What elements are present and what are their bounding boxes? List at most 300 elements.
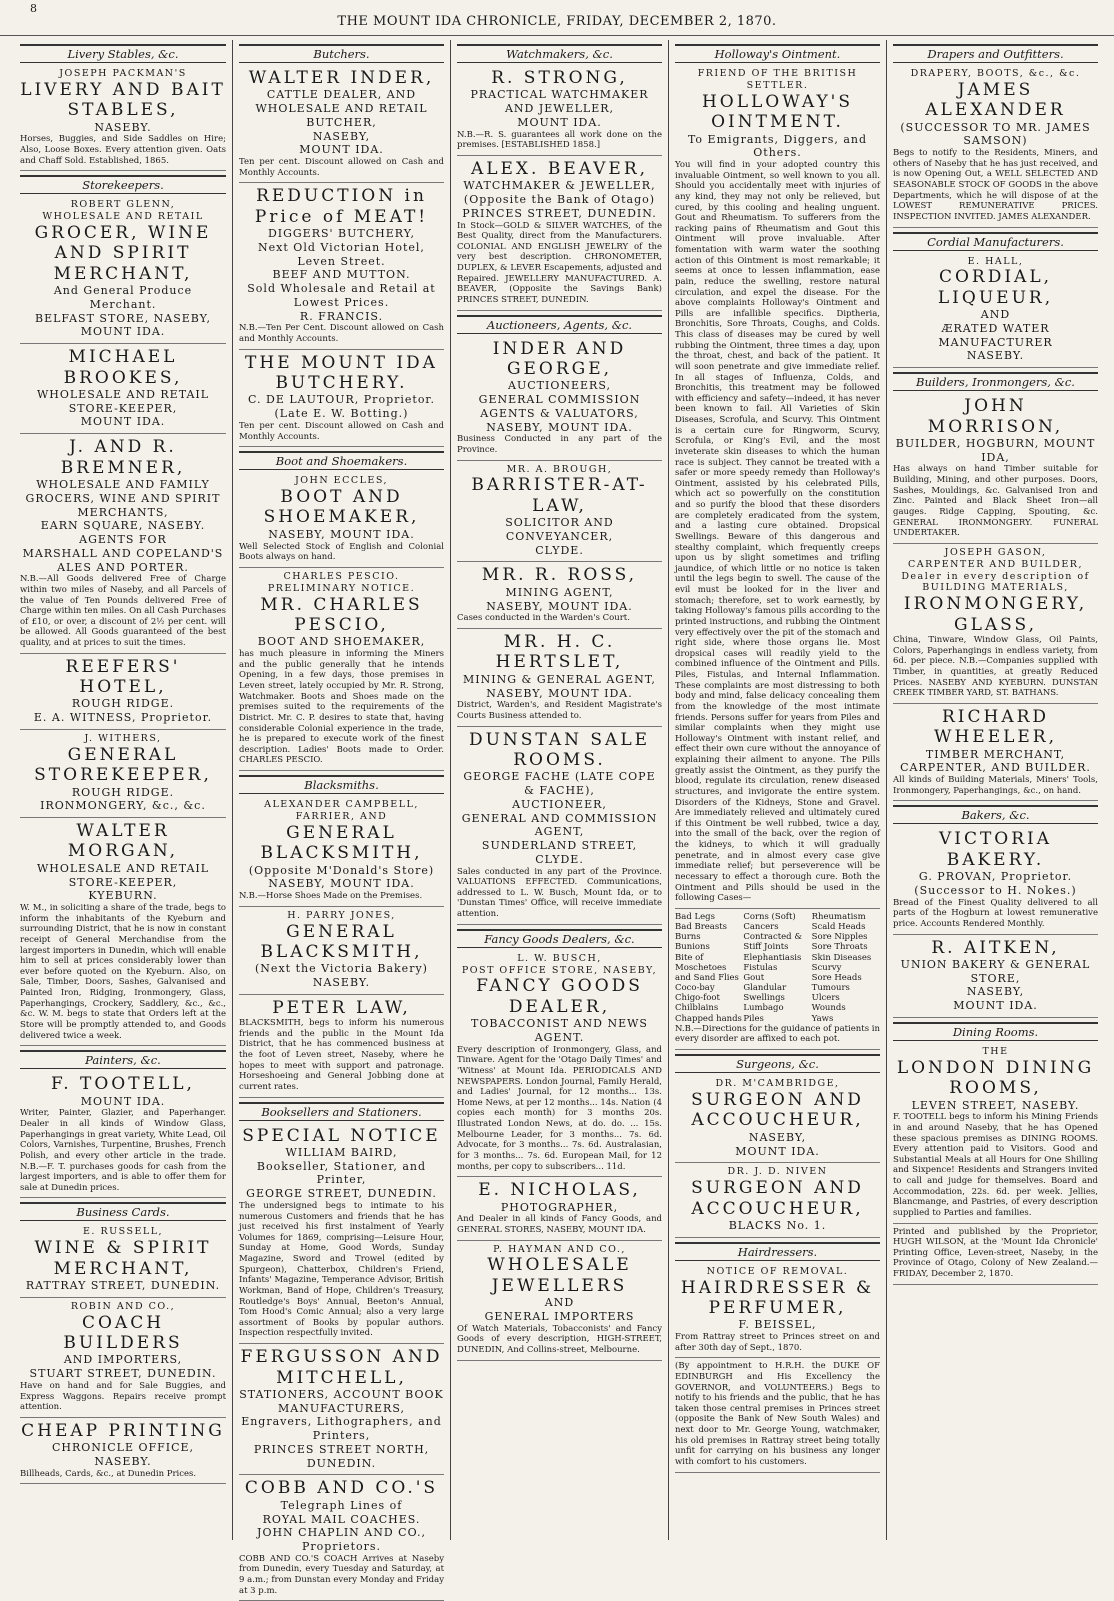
ailment-item: Bad Legs (675, 911, 715, 922)
advertisement (239, 995, 444, 1098)
advertisement (457, 727, 662, 925)
ad-line: CARPENTER AND BUILDER, (908, 558, 1083, 570)
advertisement (893, 253, 1098, 369)
ailment-item: Ulcers (811, 993, 840, 1004)
advertisement (20, 654, 226, 730)
newspaper-columns (14, 40, 1104, 1596)
ad-body: Sales conducted in any part of the Province. VALUATIONS EFFECTED. Communications, addressed to L. W. Busch, Mount Ida, or to 'Dunstan Times' Office, will receive immediate attention. (457, 866, 662, 920)
ad-body: Have on hand and for Sale Buggies, and Express Waggons. Repairs receive prompt attention. (20, 1380, 226, 1413)
ad-headline: VICTORIA BAKERY. (938, 829, 1053, 870)
ad-headline: BOOT AND SHOEMAKER, (263, 487, 420, 528)
ad-subline: SOLICITOR AND CONVEYANCER, (505, 516, 614, 543)
advertisement (239, 568, 444, 771)
ad-subline: BUILDER, HOGBURN, MOUNT IDA, (895, 436, 1096, 464)
ad-subline: AND (980, 308, 1011, 322)
ad-headline: COACH BUILDERS (63, 1312, 183, 1354)
ad-subline: NASEBY. (94, 120, 152, 134)
ad-subline: Sold Wholesale and Retail at Lowest Prices. (247, 282, 436, 309)
ad-subline: UNION BAKERY & GENERAL STORE, (900, 957, 1091, 985)
section-heading: Surgeons, &c. (675, 1054, 880, 1073)
column-2 (232, 40, 450, 1596)
advertisement (20, 434, 226, 653)
advertisement (239, 1123, 444, 1345)
ad-subline: NASEBY, MOUNT IDA. (486, 420, 633, 434)
ad-headline: SPECIAL NOTICE (242, 1125, 441, 1146)
ad-headline: PETER LAW, (272, 997, 411, 1018)
ad-subline: CLYDE. (535, 852, 584, 866)
ailment-item: Chigo-foot (675, 993, 720, 1004)
ailment-item: Bite of Moschetoes and Sand Flies (675, 952, 739, 983)
ad-body: Every description of Ironmongery, Glass, and Tinware. Agent for the 'Otago Daily Times' and 'Witness' at Mount Ida. PERIODICALS AND NEWSPAPERS. London Journal, Family Herald, and Ladies' Journal, for 12 months... 13s. Home News, at per 12 months... 14s. Nation (4 copies each month) for 3 months 20s. Illustrated London News, at do. do. ... 15s. Melbourne Leader, for 3 months... 7s. 6d. Advocate, for 3 months... 7s. 6d. Australasian, for 3 months... 7s. 6d. European Mail, for 12 months, per copy to subscribers... 11d. (457, 1044, 662, 1172)
ad-body: District, Warden's, and Resident Magistrate's Courts Business attended to. (457, 700, 662, 721)
ad-subline: NASEBY, MOUNT IDA. (486, 599, 633, 613)
ad-subline: NASEBY, MOUNT IDA. (486, 686, 633, 700)
advertisement (675, 1075, 880, 1163)
ad-subline: F. BEISSEL, (738, 1318, 817, 1332)
ad-subline: PHOTOGRAPHER, (500, 1200, 619, 1214)
ad-body: Well Selected Stock of English and Colonial Boots always on hand. (239, 541, 444, 563)
ad-subline: WATCHMAKER & JEWELLER, (463, 179, 656, 193)
ailment-list (675, 912, 880, 1024)
ad-subline: WHOLESALE AND FAMILY GROCERS, WINE AND SPIRIT MERCHANTS, (25, 478, 221, 519)
advertisement (20, 1298, 226, 1418)
ad-line: POST OFFICE STORE, NASEBY, (461, 964, 658, 976)
ad-subline: E. A. WITNESS, Proprietor. (33, 711, 213, 725)
ad-subline: DIGGERS' BUTCHERY, (267, 227, 416, 241)
advertisement (893, 826, 1098, 934)
advertisement (20, 196, 226, 344)
ad-body: N.B.—All Goods delivered Free of Charge within two miles of Naseby, and all Parcels of the value of Ten Pounds delivered Free of Charge within ten miles. On all Cash Purchases of £10, or over, a discount of 2½ per cent. will be allowed. All Goods guaranteed of the best quality, and at prices to suit the times. (20, 574, 226, 649)
ad-headline: R. STRONG, (491, 68, 628, 88)
column-1 (14, 40, 232, 1540)
ad-subline: DUNEDIN. (306, 1456, 377, 1470)
ad-subline: GEORGE STREET, DUNEDIN. (246, 1187, 437, 1201)
ad-line: Dealer in every description of (901, 570, 1090, 582)
ad-subline: MOUNT IDA. (80, 1094, 166, 1108)
ad-line: DR. M'CAMBRIDGE, (715, 1078, 840, 1090)
ad-body: All kinds of Building Materials, Miners' Tools, Ironmongery, Paperhangings, &c., on hand. (893, 775, 1098, 796)
ad-body: In Stock—GOLD & SILVER WATCHES, of the Best Quality, direct from the Manufacturers. COLONIAL AND ENGLISH JEWELRY of the very best description. CHRONOMETER, DUPLEX, & LEVER Escapements, adjusted and Repaired. JEWELLERY MANUFACTURED. A. BEAVER, (Opposite the Savings Bank) PRINCES STREET, DUNEDIN. (457, 220, 662, 305)
ailment-item: Glandular Swellings (743, 983, 787, 1004)
ad-subline: PRACTICAL WATCHMAKER AND JEWELLER, (470, 88, 649, 116)
ad-body: Cases conducted in the Warden's Court. (457, 613, 630, 624)
section-heading: Blacksmiths. (239, 775, 444, 794)
section-heading: Bakers, &c. (893, 805, 1098, 824)
ad-subline: (SUCCESSOR TO MR. JAMES SAMSON) (900, 120, 1091, 148)
ad-subline: STUART STREET, DUNEDIN. (29, 1367, 217, 1381)
ad-subline: MARSHALL AND COPELAND'S ALES AND PORTER. (22, 546, 224, 574)
ad-headline: HAIRDRESSER & PERFUMER, (680, 1277, 875, 1318)
ad-headline: REEFERS' HOTEL, (65, 656, 181, 698)
ad-line: ROBIN AND CO., (70, 1300, 176, 1312)
advertisement (20, 1418, 226, 1485)
ailment-item: Sore Nipples (811, 932, 868, 943)
ad-headline: IRONMONGERY, GLASS, (903, 594, 1088, 635)
section-heading: Watchmakers, &c. (457, 44, 662, 63)
ad-line: JOSEPH GASON, (944, 546, 1047, 558)
ad-headline: INDER AND GEORGE, (492, 338, 627, 379)
ad-subline: (Successor to H. Nokes.) (914, 883, 1077, 897)
ad-subline: PRINCES STREET NORTH, (253, 1442, 430, 1456)
ad-line: DR. J. D. NIVEN (727, 1166, 828, 1178)
ailment-item: Gout (743, 972, 765, 983)
ad-headline: CORDIAL, LIQUEUR, (937, 267, 1054, 308)
ad-body: Bread of the Finest Quality delivered to all parts of the Hogburn at lowest remunerative price. Accounts Rendered Monthly. (893, 897, 1098, 929)
ad-line: DRAPERY, BOOTS, &c., &c. (910, 68, 1081, 79)
advertisement (20, 344, 226, 434)
ad-subline: G. PROVAN, Proprietor. (918, 870, 1073, 884)
ad-subline: ROUGH RIDGE. (71, 785, 175, 799)
advertisement (893, 935, 1098, 1018)
advertisement (675, 1163, 880, 1237)
ailment-item: Tumours (811, 983, 850, 994)
ad-body: W. M., in soliciting a share of the trade, begs to inform the inhabitants of the Kyeburn and surrounding District, that he is now in constant receipt of General Merchandise from the largest importers in Dunedin, which will enable him to sell at prices considerably lower than ever before quoted on the Kyeburn. Also, on Sale, Timber, Doors, Sashes, Galvanised and Painted Iron, Ridging, Ironmongery, Glass, Paperhangings, Crockery, Saddlery, &c., &c., &c. W. M. begs to state that Orders left at the Store will be promptly attended to, and Goods delivered twice a week. (20, 903, 226, 1041)
ad-headline: GENERAL BLACKSMITH, (260, 822, 423, 864)
ad-headline: COBB AND CO.'S (244, 1478, 439, 1499)
ad-body: Has always on hand Timber suitable for Building, Mining, and other purposes. Doors, Sashes, Mouldings, &c. Galvanised Iron and Zinc. Painted and Black Sheet Iron—all gauges. Ridge Capping, Spouting, &c. GENERAL IRONMONGERY. FUNERAL UNDERTAKER. (893, 464, 1098, 539)
column-5 (886, 40, 1104, 1540)
ailment-column (675, 912, 743, 1024)
advertisement (457, 1241, 662, 1361)
ailment-item: Piles (743, 1013, 764, 1024)
ailment-item: Burns (675, 932, 701, 943)
advertisement (457, 562, 662, 629)
section-heading: Holloway's Ointment. (675, 44, 880, 63)
ad-subline: NASEBY, MOUNT IDA. (268, 877, 415, 891)
section-heading: Hairdressers. (675, 1242, 880, 1261)
ad-line: PRELIMINARY NOTICE. (267, 582, 416, 594)
ailment-item: Yaws (811, 1013, 834, 1024)
ad-subline: STATIONERS, ACCOUNT BOOK MANUFACTURERS, (239, 1387, 444, 1415)
ad-headline: R. AITKEN, (931, 937, 1060, 958)
ad-subline: AND (544, 1296, 575, 1310)
section-heading: Livery Stables, &c. (20, 44, 226, 63)
ad-headline: HOLLOWAY'S OINTMENT. (701, 91, 854, 133)
ad-body: And Dealer in all kinds of Fancy Goods, and GENERAL STORES, NASEBY, MOUNT IDA. (457, 1214, 662, 1235)
ad-subline: NASEBY, (966, 985, 1025, 999)
ad-subline: ROYAL MAIL COACHES. (262, 1512, 421, 1526)
advertisement (675, 1263, 880, 1359)
ad-body: Horses, Buggies, and Side Saddles on Hire; Also, Loose Boxes. Every attention given. Oats and Chaff Sold. Established, 1865. (20, 134, 226, 166)
ad-subline: WILLIAM BAIRD, (285, 1145, 398, 1159)
ad-line: MR. A. BROUGH, (506, 463, 613, 475)
ad-body: N.B.—Horse Shoes Made on the Premises. (239, 891, 423, 902)
ailment-item: Bunions (675, 942, 710, 953)
ad-line: ROBERT GLENN, (70, 199, 176, 211)
ailment-item: Scald Heads (811, 921, 866, 932)
ad-headline: WALTER MORGAN, (67, 821, 179, 862)
ad-headline: JAMES ALEXANDER (925, 79, 1066, 121)
ad-body: China, Tinware, Window Glass, Oil Paints, Colors, Paperhangings in endless variety, from 6d. per piece. N.B.—Companies supplied with Timber, in quantities, at greatly Reduced Prices. NASEBY AND KYEBURN. DUNSTAN CREEK TIMBER YARD, ST. BATHANS. (893, 635, 1098, 699)
advertisement (893, 544, 1098, 704)
section-heading: Dining Rooms. (893, 1022, 1098, 1041)
ad-headline: BARRISTER-AT-LAW, (471, 475, 648, 516)
section-heading: Builders, Ironmongers, &c. (893, 372, 1098, 391)
ad-body: F. TOOTELL begs to inform his Mining Friends in and around Naseby, that he has Opened these spacious premises as DINING ROOMS. Every attention paid to Visitors. Good and Substantial Meals at all Hours for One Shilling and Sixpence! Residents and Strangers invited to call and judge for themselves. Board and Accommodation, 22s. 6d. per week. Jellies, Blancmange, and Pastries, of every description supplied to Parties and families. (893, 1112, 1098, 1218)
ad-line: ALEXANDER CAMPBELL, (264, 799, 419, 811)
ad-subline: PRINCES STREET, DUNEDIN. (462, 206, 657, 220)
advertisement (457, 461, 662, 563)
ad-subline: CLYDE. (535, 543, 584, 557)
ailment-item: Sore Throats (811, 942, 868, 953)
ad-subline: EARN SQUARE, NASEBY. (40, 519, 206, 533)
ad-subline: Engravers, Lithographers, and Printers, (241, 1415, 442, 1443)
ad-line: CHARLES PESCIO. (283, 570, 400, 582)
column-3 (450, 40, 668, 1540)
ad-subline: JOHN CHAPLIN AND CO., Proprietors. (257, 1526, 426, 1554)
ad-subline: ROUGH RIDGE. (71, 697, 175, 711)
ad-body: N.B.—Ten Per Cent. Discount allowed on Cash and Monthly Accounts. (239, 323, 444, 345)
ad-subline: MOUNT IDA. (299, 143, 384, 157)
ad-subline: GENERAL COMMISSION AGENTS & VALUATORS, (478, 393, 641, 420)
ad-subline: TOBACCONIST AND NEWS AGENT. (471, 1017, 648, 1044)
ad-headline: GROCER, WINE AND SPIRIT MERCHANT, (34, 223, 212, 284)
ad-line: L. W. BUSCH, (517, 952, 602, 964)
ailment-item: Wounds (811, 1003, 846, 1014)
ad-headline: E. NICHOLAS, (478, 1180, 641, 1201)
ad-subline: BLACKS No. 1. (728, 1218, 827, 1232)
ad-headline: MR. CHARLES PESCIO, (260, 594, 423, 635)
ad-subline: RATTRAY STREET, DUNEDIN. (25, 1279, 221, 1293)
ailment-item: Fistulas (743, 962, 778, 973)
ad-headline: MR. H. C. HERTSLET, (495, 631, 624, 673)
ad-subline: MOUNT IDA. (80, 415, 166, 429)
ad-subline: To Emigrants, Diggers, and Others. (687, 132, 868, 160)
advertisement (457, 629, 662, 727)
ad-headline: JOHN MORRISON, (927, 396, 1064, 437)
ailment-item: Chilblains (675, 1003, 719, 1014)
advertisement (239, 1475, 444, 1601)
ad-subline: (Late E. W. Botting.) (274, 407, 409, 421)
ad-subline: MOUNT IDA. (953, 999, 1038, 1013)
section-heading: Storekeepers. (20, 175, 226, 194)
ad-body: N.B.—Directions for the guidance of patients in every disorder are affixed to each pot. (675, 1023, 880, 1045)
advertisement (457, 336, 662, 461)
ailment-item: Corns (Soft) (743, 911, 796, 922)
ad-line: BUILDING MATERIALS, (922, 582, 1069, 594)
ad-headline: CHEAP PRINTING (21, 1420, 225, 1441)
ad-headline: F. TOOTELL, (51, 1074, 195, 1095)
ad-subline: NASEBY. (312, 976, 371, 990)
ailment-column (812, 912, 880, 1024)
advertisement (893, 65, 1098, 228)
advertisement (239, 350, 444, 448)
section-heading: Cordial Manufacturers. (893, 232, 1098, 251)
ad-headline: SURGEON AND ACCOUCHEUR, (691, 1178, 864, 1219)
ad-subline: Bookseller, Stationer, and Printer, (256, 1159, 427, 1187)
advertisement (20, 65, 226, 171)
ad-headline: WHOLESALE JEWELLERS (487, 1255, 632, 1296)
ad-subline: WHOLESALE AND RETAIL STORE-KEEPER, (36, 387, 210, 415)
ad-headline: ALEX. BEAVER, (470, 158, 649, 179)
advertisement (457, 65, 662, 156)
section-heading: Boot and Shoemakers. (239, 451, 444, 470)
advertisement (20, 1071, 226, 1198)
section-heading: Butchers. (239, 44, 444, 63)
ad-subline: LEVEN STREET, NASEBY. (911, 1098, 1080, 1112)
ad-subline: Telegraph Lines of (280, 1498, 403, 1512)
ad-subline: NASEBY, (748, 1130, 807, 1144)
ad-headline: REDUCTION in Price of MEAT! (254, 186, 429, 227)
advertisement (239, 472, 444, 568)
ad-subline: WHOLESALE AND RETAIL STORE-KEEPER, (36, 861, 210, 889)
ad-headline: LONDON DINING ROOMS, (896, 1057, 1095, 1099)
ad-body: Of Watch Materials, Tobacconists' and Fancy Goods of every description, HIGH-STREET, DUNEDIN, And Collins-street, Melbourne. (457, 1323, 662, 1355)
ad-subline: (Next the Victoria Bakery) (255, 962, 428, 976)
ad-subline: AND IMPORTERS, (63, 1353, 183, 1367)
ad-body: COBB AND CO.'S COACH Arrives at Naseby from Dunedin, every Tuesday and Saturday, at 9 a.m.; from Dunstan every Monday and Friday at 3 p.m. (239, 1553, 444, 1596)
ad-subline: Next Old Victorian Hotel, Leven Street. (258, 240, 425, 268)
ad-line: JOSEPH PACKMAN'S (59, 68, 187, 79)
ad-line: J. WITHERS, (84, 732, 162, 744)
ad-line: WHOLESALE AND RETAIL (42, 211, 204, 223)
ad-subline: CHRONICLE OFFICE, (51, 1441, 195, 1455)
ad-headline: DUNSTAN SALE ROOMS. (468, 729, 651, 770)
ad-subline: ÆRATED WATER MANUFACTURER (938, 321, 1053, 349)
ad-subline: BOOT AND SHOEMAKER, (257, 635, 426, 649)
ad-headline: WINE & SPIRIT MERCHANT, (34, 1238, 212, 1279)
advertisement (893, 1224, 1098, 1285)
ad-body: The undersigned begs to intimate to his numerous Customers and friends that he has just received his first instalment of Yearly Volumes for 1869, comprising—Leisure Hour, Sunday at Home, Good Words, Sunday Magazine, Sword and Trowel (edited by Spurgeon), Chatterbox, Children's Friend, Infants' Magazine, Temperance Advisor, British Workman, Band of Hope, Children's Treasury, Routledge's Boys' Annual, Beeton's Annual, Tom Hood's Comic Annual; also a very large assortment of Books by popular authors. Inspection respectfully invited. (239, 1200, 444, 1339)
ad-subline: IRONMONGERY, &c., &c. (40, 799, 206, 813)
section-heading: Fancy Goods Dealers, &c. (457, 929, 662, 948)
ad-subline: And General Produce Merchant. (53, 284, 193, 311)
ailment-item: Skin Diseases (811, 952, 872, 963)
ad-body: Begs to notify to the Residents, Miners, and others of Naseby that he has just received, and is now Opening Out, a WELL SELECTED AND SEASONABLE STOCK OF GOODS in the above Departments, which he will dispose of at the LOWEST REMUNERATIVE PRICES. INSPECTION INVITED. JAMES ALEXANDER. (893, 148, 1098, 222)
ailment-item: Coco-bay (675, 983, 715, 994)
ad-body: Ten per cent. Discount allowed on Cash and Monthly Accounts. (239, 157, 444, 178)
ad-subline: GEORGE FACHE (LATE COPE & FACHE), (463, 770, 656, 798)
ailment-item: Scurvy (811, 962, 842, 973)
advertisement (457, 156, 662, 311)
ad-subline: MOUNT IDA. (517, 115, 602, 129)
ad-body: BLACKSMITH, begs to inform his numerous friends and the public in the Mount Ida District, that he has commenced business at the foot of Leven street, Naseby, where he hopes to meet with support and patronage. Horseshoeing and General Jobbing done at current rates. (239, 1018, 444, 1092)
ad-line: H. PARRY JONES, (287, 909, 396, 921)
ad-body: has much pleasure in informing the Miners and the public generally that he intends Opening, in a few days, those premises in Leven street, lately occupied by Mr. R. Strong, Watchmaker. Boots and Shoes made on the premises suited to the requirements of the District. Mr. C. P. desires to state that, having considerable Colonial experience in the trade, he is prepared to execute work of the finest description. Ladies' Boots made to Order. CHARLES PESCIO. (239, 649, 444, 766)
ad-line: FRIEND OF THE BRITISH SETTLER. (697, 68, 858, 91)
advertisement (675, 1358, 880, 1472)
ad-line: THE (982, 1045, 1009, 1057)
ad-body: Printed and published by the Proprietor, HUGH WILSON, at the 'Mount Ida Chronicle' Printing Office, Leven-street, Naseby, in the Province of Otago, Colony of New Zealand.—FRIDAY, December 2, 1870. (893, 1226, 1098, 1280)
ad-line: JOHN ECCLES, (294, 475, 389, 487)
ailment-item: Contracted & Stiff Joints (743, 932, 802, 953)
ad-body: Business Conducted in any part of the Province. (457, 434, 662, 455)
ailment-item: Bad Breasts (675, 921, 728, 932)
advertisement (239, 183, 444, 349)
ad-body: Writer, Painter, Glazier, and Paperhanger. Dealer in all kinds of Window Glass, Paperhangings in great variety, White Lead, Oil Colors, Varnishes, Turpentine, Brushes, French Polish, and every other article in the trade. N.B.—F. T. purchases goods for cash from the largest importers, and is able to offer them for sale at Dunedin prices. (20, 1108, 226, 1193)
section-heading: Business Cards. (20, 1202, 226, 1221)
newspaper-title: THE MOUNT IDA CHRONICLE, FRIDAY, DECEMBER 2, 1870. (337, 14, 777, 29)
advertisement (893, 704, 1098, 802)
ad-subline: NASEBY, MOUNT IDA. (268, 527, 415, 541)
advertisement (239, 796, 444, 907)
ad-headline: MR. R. ROSS, (481, 565, 638, 586)
ad-subline: AGENTS FOR (79, 533, 167, 547)
ad-subline: GENERAL IMPORTERS (484, 1310, 635, 1323)
ad-subline: AUCTIONEER, (512, 797, 607, 811)
ad-headline: FERGUSSON AND MITCHELL, (240, 1347, 443, 1388)
ad-headline: WALTER INDER, (248, 68, 435, 88)
advertisement (457, 1177, 662, 1240)
advertisement (239, 65, 444, 183)
ad-body: Billheads, Cards, &c., at Dunedin Prices. (20, 1468, 197, 1479)
advertisement (239, 1344, 444, 1475)
advertisement (20, 730, 226, 818)
ad-subline: (Opposite M'Donald's Store) (248, 863, 435, 877)
advertisement (20, 1223, 226, 1297)
ad-line: E. HALL, (967, 255, 1024, 267)
ad-subline: SUNDERLAND STREET, (481, 839, 638, 853)
ad-subline: GENERAL AND COMMISSION AGENT, (461, 811, 658, 839)
ailment-item: Sore Heads (811, 972, 862, 983)
section-heading: Painters, &c. (20, 1050, 226, 1069)
advertisement (893, 393, 1098, 544)
ad-body: You will find in your adopted country this invaluable Ointment, so well known to you all. Should you accidentally meet with injuries of any kind, they may not only be relieved, but cured, by this cooling and healing unguent. Gout and Rheumatism. To sufferers from the racking pains of Rheumatism and Gout this Ointment will prove invaluable. After fomentation with warm water the soothing action of this Ointment is most remarkable; it seems at once to lessen inflammation, ease pain, reduce the swelling, restore natural circulation, and expel the disease. For the above complaints Holloway's Ointment and Pills are infallible specifics. Diptheria, Bronchitis, Sore Throats, Coughs, and Colds. This class of diseases may be cured by well rubbing the Ointment, three times a day, upon the throat, chest, and back of the patient. It will soon penetrate and give immediate relief. In all stages of Influenza, Colds, and Bronchitis, this treatment may be followed with efficiency and safety—indeed, it has never been known to fail. All Varieties of Skin Diseases, Scrofula, and Scurvy. This Ointment is a certain cure for Ringworm, Scurvy, Scrofula, or King's Evil, and the most inveterate skin diseases to which the human race is subject. They cannot be treated with a safer or more speedy remedy than Holloway's Ointment, assisted by his celebrated Pills, which act so powerfully on the constitution and so purify the blood that these disorders are completely eradicated from the system, and a lasting cure obtained. Dropsical Swellings. Beware of this dangerous and stealthy complaint, which frequently creeps upon us by slight sometimes and trifling jaundice, of which little or no notice is taken until the legs begin to swell. The cause of the evil must be looked for in the liver and stomach; therefore, set to work earnestly, by taking Holloway's famous pills according to the printed instructions, and rubbing the Ointment very effectively over the pit of the stomach and right side, where those organs lie. Most dropsical cases will readily yield to the combined influence of the Ointment and Pills. Piles, Fistulas, and Internal Inflammation. These complaints are most distressing to both body and mind, false delicacy concealing them from the knowledge of the most intimate friends. Persons suffer for years from Piles and similar complaints when they might use Holloway's Ointment with instant relief, and effect their own cure without the annoyance of explaining their ailment to anyone. The Pills greatly assist the Ointment, as they purify the blood, regulate its circulation, renew diseased structures, and invigorate the entire system. Disorders of the Kidneys, Stone and Gravel. Are immediately relieved and ultimately cured if this Ointment be well rubbed, twice a day, into the small of the back, over the region of the kidneys, to which it will gradually penetrate, and in almost every case give immediate relief; but perseverence will be necessary to effect a thorough cure. Both the Ointment and Pills should be used in the following Cases— (675, 160, 880, 904)
advertisement (20, 818, 226, 1046)
ad-headline: SURGEON AND ACCOUCHEUR, (691, 1089, 864, 1131)
ad-body: Ten per cent. Discount allowed on Cash and Monthly Accounts. (239, 420, 444, 442)
section-heading: Drapers and Outfitters. (893, 44, 1098, 63)
ad-headline: GENERAL STOREKEEPER, (34, 744, 212, 786)
ad-subline: KYEBURN. (88, 889, 158, 903)
ad-subline: NASEBY, (312, 129, 371, 143)
ad-subline: BEEF AND MUTTON. (272, 268, 411, 282)
ad-headline: LIVERY AND BAIT STABLES, (20, 79, 226, 121)
ad-subline: MOUNT IDA. (735, 1144, 820, 1158)
ailment-item: Cancers (743, 921, 779, 932)
ailment-item: Rheumatism (811, 911, 866, 922)
ailment-item: Elephantiasis (743, 952, 802, 963)
ad-subline: CATTLE DEALER, AND WHOLESALE AND RETAIL BUTCHER, (255, 88, 428, 129)
ad-body: From Rattray street to Princes street on and after 30th day of Sept., 1870. (675, 1332, 880, 1353)
ad-subline: AUCTIONEERS, (508, 379, 611, 393)
advertisement (457, 950, 662, 1178)
ad-line: NOTICE OF REMOVAL. (706, 1265, 849, 1277)
ad-body: N.B.—R. S. guarantees all work done on the premises. [ESTABLISHED 1858.] (457, 129, 662, 151)
ad-subline: R. FRANCIS. (299, 309, 384, 323)
ad-body: (By appointment to H.R.H. the DUKE OF EDINBURGH and His Excellency the GOVERNOR, and VOLUNTEERS.) Begs to notify to his friends and the public, that he has taken those central premises in Princes street (opposite the Bank of New South Wales) and next door to Mr. George Young, watchmaker, his old premises in Rattray street being totally unfit for carrying on his business any longer with comfort to his customers. (675, 1361, 880, 1467)
ad-headline: J. AND R. BREMNER, (60, 437, 186, 478)
section-heading: Booksellers and Stationers. (239, 1102, 444, 1121)
ailment-item: Chapped hands (675, 1013, 742, 1024)
advertisement (675, 909, 880, 1050)
ailment-column (743, 912, 811, 1024)
ad-subline: (Opposite the Bank of Otago) (463, 193, 656, 207)
advertisement (893, 1043, 1098, 1224)
ad-subline: BELFAST STORE, NASEBY, MOUNT IDA. (35, 311, 211, 339)
ad-subline: C. DE LAUTOUR, Proprietor. (248, 393, 435, 407)
ad-subline: NASEBY. (966, 349, 1025, 363)
ad-subline: MINING AGENT, (505, 585, 614, 599)
page-number: 8 (30, 2, 37, 15)
ailment-item: Lumbago (743, 1003, 784, 1014)
ad-headline: FANCY GOODS DEALER, (476, 976, 643, 1017)
column-4 (668, 40, 886, 1540)
ad-headline: GENERAL BLACKSMITH, (260, 921, 423, 962)
section-heading: Auctioneers, Agents, &c. (457, 315, 662, 334)
ad-headline: THE MOUNT IDA BUTCHERY. (245, 352, 438, 394)
ad-headline: MICHAEL BROOKES, (63, 347, 183, 388)
ad-subline: MINING & GENERAL AGENT, (463, 672, 656, 686)
masthead (0, 0, 1114, 36)
ad-line: FARRIER, AND (295, 810, 388, 822)
advertisement (675, 65, 880, 909)
ad-headline: RICHARD WHEELER, (933, 706, 1058, 748)
ad-subline: NASEBY. (94, 1454, 152, 1468)
advertisement (239, 907, 444, 995)
ad-line: E. RUSSELL, (82, 1226, 164, 1238)
ad-line: P. HAYMAN AND CO., (493, 1243, 626, 1255)
